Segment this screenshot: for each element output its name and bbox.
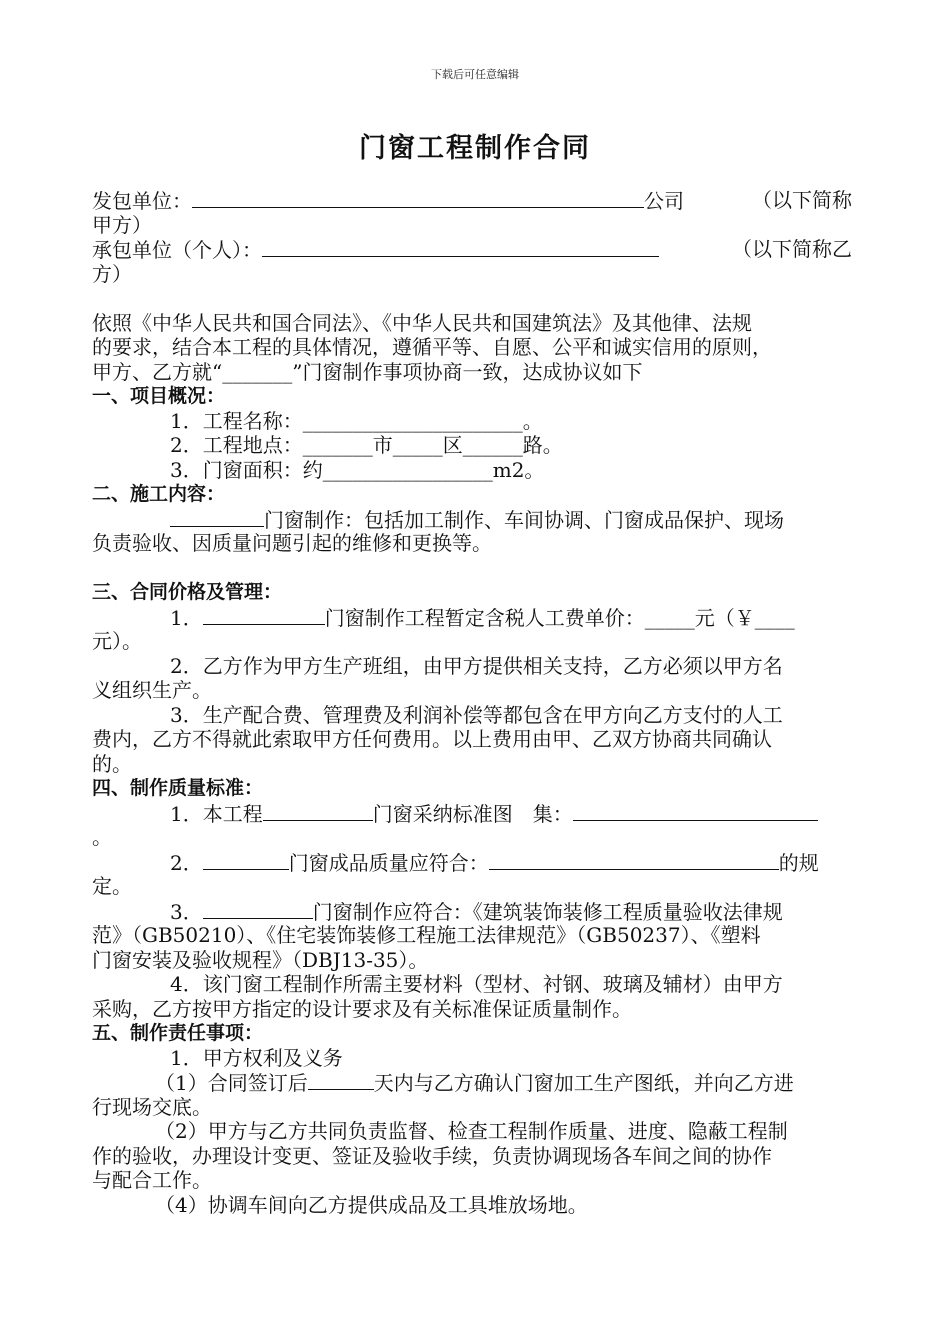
quality-item-2-b: 门窗成品质量应符合： (288, 850, 489, 875)
contractor-line (92, 237, 852, 262)
price-item-1-num: 1． (170, 605, 203, 630)
quality-item-3-cont-1: 范》（GB50210）、《住宅装饰装修工程施工法律规范》（GB50237）、《塑料 (92, 923, 761, 947)
quality-item-2-blank-2 (489, 850, 779, 870)
price-item-3-cont-1: 费内，乙方不得就此索取甲方任何费用。以上费用由甲、乙双方协商共同确认 (92, 727, 772, 751)
price-item-3-cont-2: 的。 (92, 751, 132, 776)
scope-blank (170, 507, 264, 527)
quality-item-2-blank-1 (203, 850, 289, 870)
section-2-heading: 二、施工内容： (92, 483, 226, 505)
preamble-line-1: 依照《中华人民共和国合同法》、《中华人民共和国建筑法》及其他律、法规 (92, 310, 752, 335)
quality-item-4: 4．该门窗工程制作所需主要材料（型材、衬钢、玻璃及辅材）由甲方 (170, 972, 783, 996)
quality-item-1-blank-2 (573, 801, 818, 821)
quality-item-3 (92, 899, 852, 924)
scope-text: 门窗制作：包括加工制作、车间协调、门窗成品保护、现场 (264, 507, 784, 532)
quality-item-2-cont: 定。 (92, 874, 132, 898)
employer-label: 发包单位： (92, 189, 192, 213)
contractor-note-cont: 方） (92, 261, 132, 286)
employer-note-cont: 甲方） (92, 212, 152, 237)
header-note: 下载后可任意编辑 (431, 68, 519, 81)
employer-note: （以下简称 (752, 188, 852, 212)
preamble-line-3: 甲方、乙方就“_______”门窗制作事项协商一致，达成协议如下 (92, 359, 643, 384)
window-area-item: 3．门窗面积：约_________________m2。 (170, 457, 545, 482)
price-item-1-text: 门窗制作工程暂定含税人工费单价：_____元（￥____ (324, 605, 795, 630)
contractor-blank-2 (414, 237, 659, 257)
quality-item-2-c: 的规 (778, 850, 819, 875)
employer-blank-2 (402, 188, 644, 208)
document-title: 门窗工程制作合同 (359, 133, 591, 164)
contractor-blank-1 (262, 237, 414, 257)
duty-1-a: （1）合同签订后 (155, 1071, 308, 1095)
duty-1-blank (308, 1070, 374, 1090)
price-item-2-cont: 义组织生产。 (92, 678, 212, 702)
price-item-1-cont: 元）。 (92, 629, 142, 653)
employer-blank-1 (192, 188, 402, 208)
quality-item-4-cont: 采购，乙方按甲方指定的设计要求及有关标准保证质量制作。 (92, 996, 632, 1021)
scope-line-1 (92, 507, 852, 532)
duty-1 (92, 1070, 852, 1095)
section-3-heading: 三、合同价格及管理： (92, 581, 283, 603)
section-5-heading: 五、制作责任事项： (92, 1022, 264, 1044)
quality-item-3-b: 门窗制作应符合：《建筑装饰装修工程质量验收法律规 (312, 899, 783, 924)
quality-item-1-cont: 。 (92, 825, 112, 849)
duty-1-b: 天内与乙方确认门窗加工生产图纸，并向乙方进 (373, 1071, 794, 1095)
project-location-item: 2．工程地点：_______市_____区______路。 (170, 433, 563, 457)
employer-line (92, 188, 852, 213)
contractor-label: 承包单位（个人）： (92, 238, 262, 262)
quality-item-3-blank (203, 899, 313, 919)
party-a-rights-heading: 1．甲方权利及义务 (170, 1045, 343, 1070)
price-item-1 (92, 605, 852, 630)
contract-body (92, 188, 852, 1217)
duty-2-cont-2: 与配合工作。 (92, 1168, 212, 1192)
price-item-2: 2．乙方作为甲方生产班组，由甲方提供相关支持，乙方必须以甲方名 (170, 653, 783, 678)
duty-2: （2）甲方与乙方共同负责监督、检查工程制作质量、进度、隐蔽工程制 (155, 1119, 788, 1143)
quality-item-1-blank-1 (263, 801, 373, 821)
scope-line-2: 负责验收、因质量问题引起的维修和更换等。 (92, 531, 492, 555)
project-name-item: 1．工程名称：______________________。 (170, 408, 543, 433)
quality-item-2 (92, 850, 852, 875)
contractor-note: （以下简称乙 (732, 237, 852, 261)
price-blank (203, 605, 325, 625)
quality-item-1-a: 1．本工程 (170, 801, 263, 826)
section-1-heading: 一、项目概况： (92, 385, 226, 407)
quality-item-2-num: 2． (170, 850, 203, 875)
quality-item-1-b: 门窗采纳标准图 集： (372, 801, 573, 826)
section-4-heading: 四、制作质量标准： (92, 777, 264, 799)
preamble-line-2: 的要求，结合本工程的具体情况，遵循平等、自愿、公平和诚实信用的原则， (92, 335, 772, 359)
duty-2-cont-1: 作的验收，办理设计变更、签证及验收手续，负责协调现场各车间之间的协作 (92, 1143, 772, 1168)
duty-4: （4）协调车间向乙方提供成品及工具堆放场地。 (155, 1192, 588, 1217)
quality-item-3-num: 3． (170, 899, 203, 924)
quality-item-3-cont-2: 门窗安装及验收规程》（DBJ13-35）。 (92, 947, 429, 972)
duty-1-cont: 行现场交底。 (92, 1094, 212, 1119)
price-item-3: 3．生产配合费、管理费及利润补偿等都包含在甲方向乙方支付的人工 (170, 702, 783, 727)
employer-suffix: 公司 (644, 189, 684, 213)
quality-item-1 (92, 801, 852, 826)
